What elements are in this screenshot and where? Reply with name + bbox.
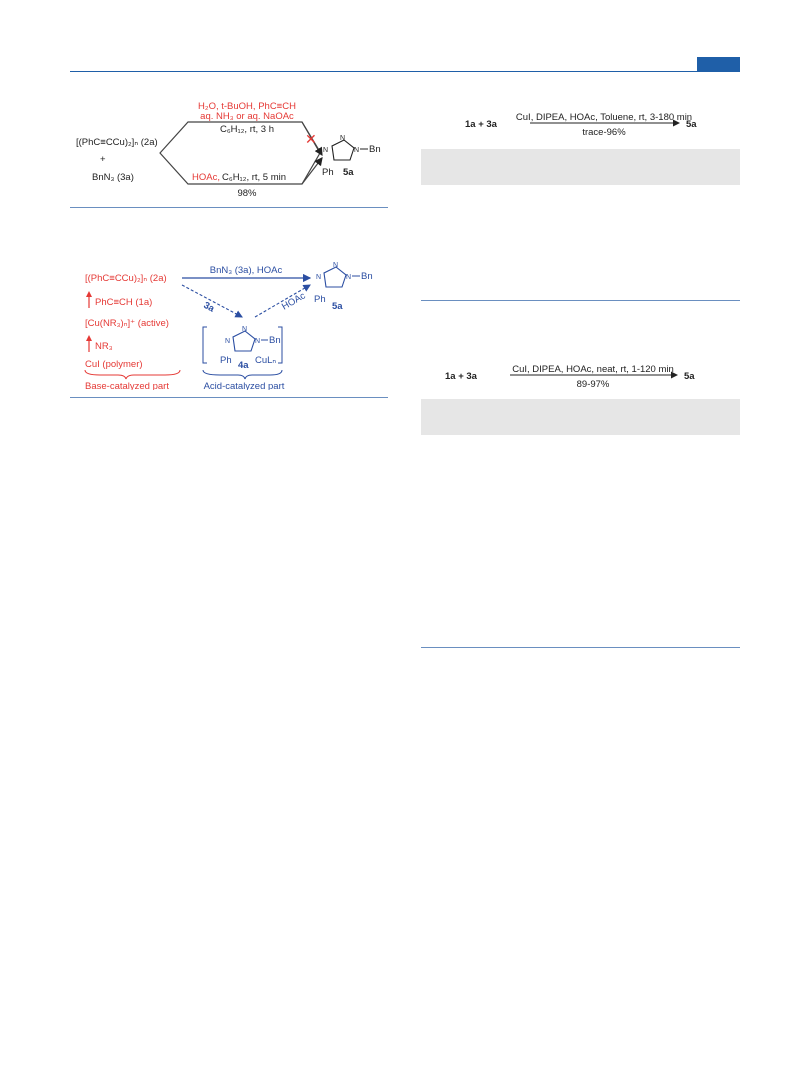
svg-text:N: N (346, 274, 352, 281)
lower-conditions: C₆H₁₂, rt, 5 min (222, 172, 287, 183)
scheme-2-figure (70, 255, 390, 390)
top-arrow-conditions: BnN₃ (3a), HOAc (209, 265, 283, 276)
active-copper: [Cu(NR₃)ₙ]⁺ (active) (85, 318, 169, 329)
lower-conditions-red: HOAc, (192, 172, 220, 183)
triazole-n1: N (323, 147, 329, 154)
table-2-header (421, 399, 740, 435)
scheme-4-figure (440, 362, 720, 392)
scheme-4-conditions: CuI, DIPEA, HOAc, neat, rt, 1-120 min (512, 364, 674, 375)
phenyl-label: Ph (322, 167, 334, 178)
scheme-2-rule (70, 397, 388, 398)
upper-conditions-red: H₂O, t-BuOH, PhC≡CH (198, 101, 296, 112)
svg-text:N: N (225, 338, 231, 345)
header-tab (697, 57, 740, 71)
lower-arrow (302, 158, 322, 184)
svg-text:N: N (316, 274, 322, 281)
intermediate-label: 4a (238, 360, 249, 371)
reactant-1: [(PhC≡CCu)₂]ₙ (2a) (76, 137, 158, 148)
product-label: 5a (332, 301, 343, 312)
scheme-3-product: 5a (686, 119, 697, 130)
product-phenyl: Ph (314, 294, 326, 305)
scheme-4-reactants: 1a + 3a (445, 371, 477, 382)
scheme-3-figure (460, 110, 710, 140)
product-benzyl: Bn (361, 271, 373, 282)
scheme-3-reactants: 1a + 3a (465, 119, 497, 130)
upper-conditions: C₆H₁₂, rt, 3 h (219, 124, 275, 135)
scheme-4-product: 5a (684, 371, 695, 382)
upper-conditions-red-2: aq. NH₃ or aq. NaOAc (200, 111, 294, 122)
header-rule (70, 71, 740, 72)
product-label: 5a (343, 167, 354, 178)
scheme-4-yield: 89-97% (576, 379, 610, 390)
scheme-1-figure (70, 100, 390, 210)
lower-yield: 98% (237, 188, 257, 199)
table-2-rule (421, 647, 740, 648)
step-amine: NR₃ (95, 341, 113, 352)
left-arrow-reagent: 3a (201, 299, 217, 315)
right-arrow-reagent: HOAc (280, 290, 308, 313)
scheme-3-yield: trace-96% (582, 127, 626, 138)
table-1-rule (421, 300, 740, 301)
intermediate-benzyl: Bn (269, 335, 281, 346)
triazole-ring (332, 140, 354, 160)
plus-sign: + (100, 154, 106, 165)
benzyl-label: Bn (369, 144, 381, 155)
acid-catalyzed-label: Acid-catalyzed part (203, 381, 285, 390)
blocked-mark: ✕ (305, 131, 317, 147)
copper-iodide: CuI (polymer) (85, 359, 143, 370)
base-catalyzed-label: Base-catalyzed part (85, 381, 169, 390)
intermediate-copper: CuLₙ (255, 355, 277, 366)
polymer-start: [(PhC≡CCu)₂]ₙ (2a) (85, 273, 167, 284)
svg-text:N: N (333, 262, 339, 269)
triazole-n2: N (340, 135, 346, 142)
scheme-1-rule (70, 207, 388, 208)
triazole-n3: N (354, 147, 360, 154)
table-1-header (421, 149, 740, 185)
scheme-3-conditions: CuI, DIPEA, HOAc, Toluene, rt, 3-180 min (515, 112, 693, 123)
intermediate-phenyl: Ph (220, 355, 232, 366)
svg-text:N: N (242, 326, 248, 333)
svg-text:N: N (255, 338, 261, 345)
step-phenylacetylene: PhC≡CH (1a) (95, 297, 153, 308)
reactant-2: BnN₃ (3a) (92, 172, 134, 183)
